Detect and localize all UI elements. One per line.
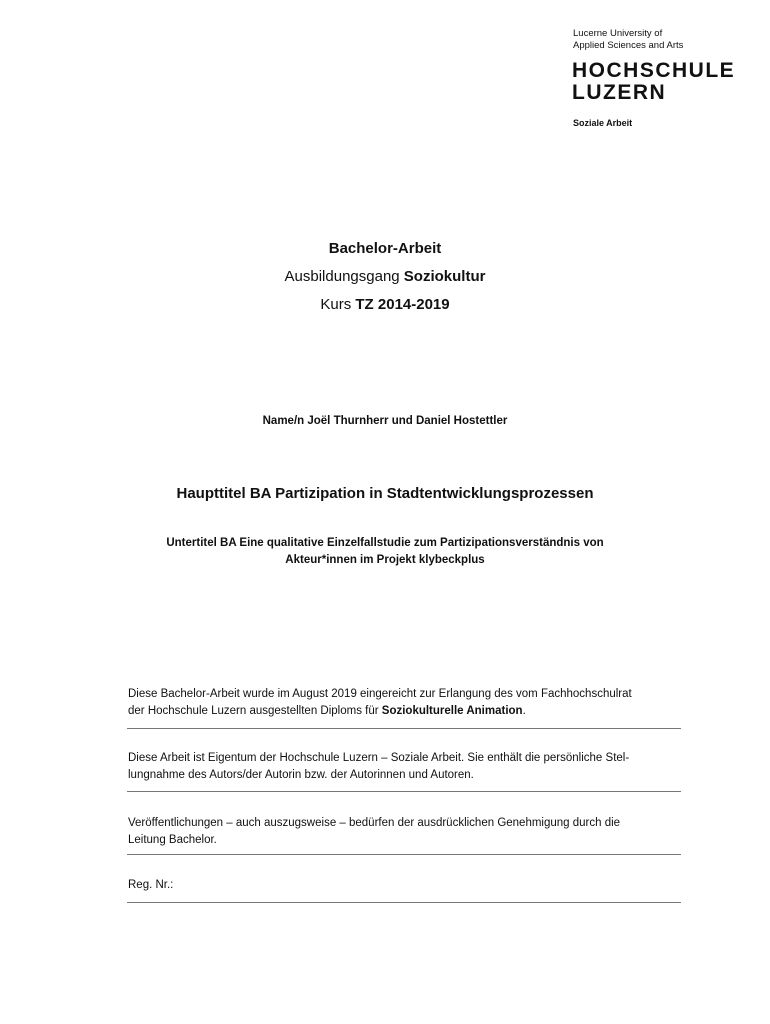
subtitle-line-1: Untertitel BA Eine qualitative Einzelfallstudie zum Partizipationsverständnis von bbox=[166, 537, 604, 549]
subtitle bbox=[140, 535, 630, 569]
program-line bbox=[0, 268, 770, 285]
divider bbox=[127, 854, 681, 855]
program-value: Soziokultur bbox=[403, 268, 486, 285]
author-names: Name/n Joël Thurnherr und Daniel Hostettler bbox=[262, 415, 508, 427]
department-label: Soziale Arbeit bbox=[573, 118, 633, 128]
publication-line-1: Veröffentlichungen – auch auszugsweise – bedürfen der ausdrücklichen Genehmigung durch die bbox=[128, 817, 621, 829]
university-logo bbox=[572, 60, 735, 104]
subtitle-line-2: Akteur*innen im Projekt klybeckplus bbox=[285, 554, 485, 566]
course-line bbox=[0, 296, 770, 313]
divider bbox=[127, 728, 681, 729]
course-value: TZ 2014-2019 bbox=[355, 296, 450, 313]
university-line-1: Lucerne University of bbox=[573, 28, 663, 39]
logo-name-line-1: HOCHSCHULE bbox=[572, 59, 736, 82]
program-label: Ausbildungsgang bbox=[284, 268, 400, 285]
submission-line-1: Diese Bachelor-Arbeit wurde im August 2019 eingereicht zur Erlangung des vom Fachhochschulrat bbox=[128, 688, 632, 700]
divider bbox=[127, 902, 681, 903]
university-line-2: Applied Sciences and Arts bbox=[573, 40, 684, 51]
publication-line-2: Leitung Bachelor. bbox=[128, 834, 217, 846]
submission-line-2-text: der Hochschule Luzern ausgestellten Diploms für bbox=[128, 705, 382, 717]
property-statement bbox=[128, 750, 680, 784]
degree-name: Soziokulturelle Animation bbox=[381, 705, 523, 717]
course-label: Kurs bbox=[320, 296, 352, 313]
registration-number-label: Reg. Nr.: bbox=[128, 879, 174, 891]
submission-line-2 bbox=[128, 703, 680, 720]
publication-statement bbox=[128, 815, 680, 849]
divider bbox=[127, 791, 681, 792]
submission-line-2-end: . bbox=[522, 705, 526, 717]
logo-name-line-2: LUZERN bbox=[572, 81, 667, 104]
property-line-2: lungnahme des Autors/der Autorin bzw. der Autorinnen und Autoren. bbox=[128, 769, 474, 781]
submission-statement bbox=[128, 686, 680, 720]
document-type: Bachelor-Arbeit bbox=[328, 240, 442, 257]
university-subtitle bbox=[573, 28, 683, 52]
main-title: Haupttitel BA Partizipation in Stadtentwicklungsprozessen bbox=[176, 485, 594, 502]
property-line-1: Diese Arbeit ist Eigentum der Hochschule Luzern – Soziale Arbeit. Sie enthält die persönliche Stel- bbox=[128, 752, 630, 764]
